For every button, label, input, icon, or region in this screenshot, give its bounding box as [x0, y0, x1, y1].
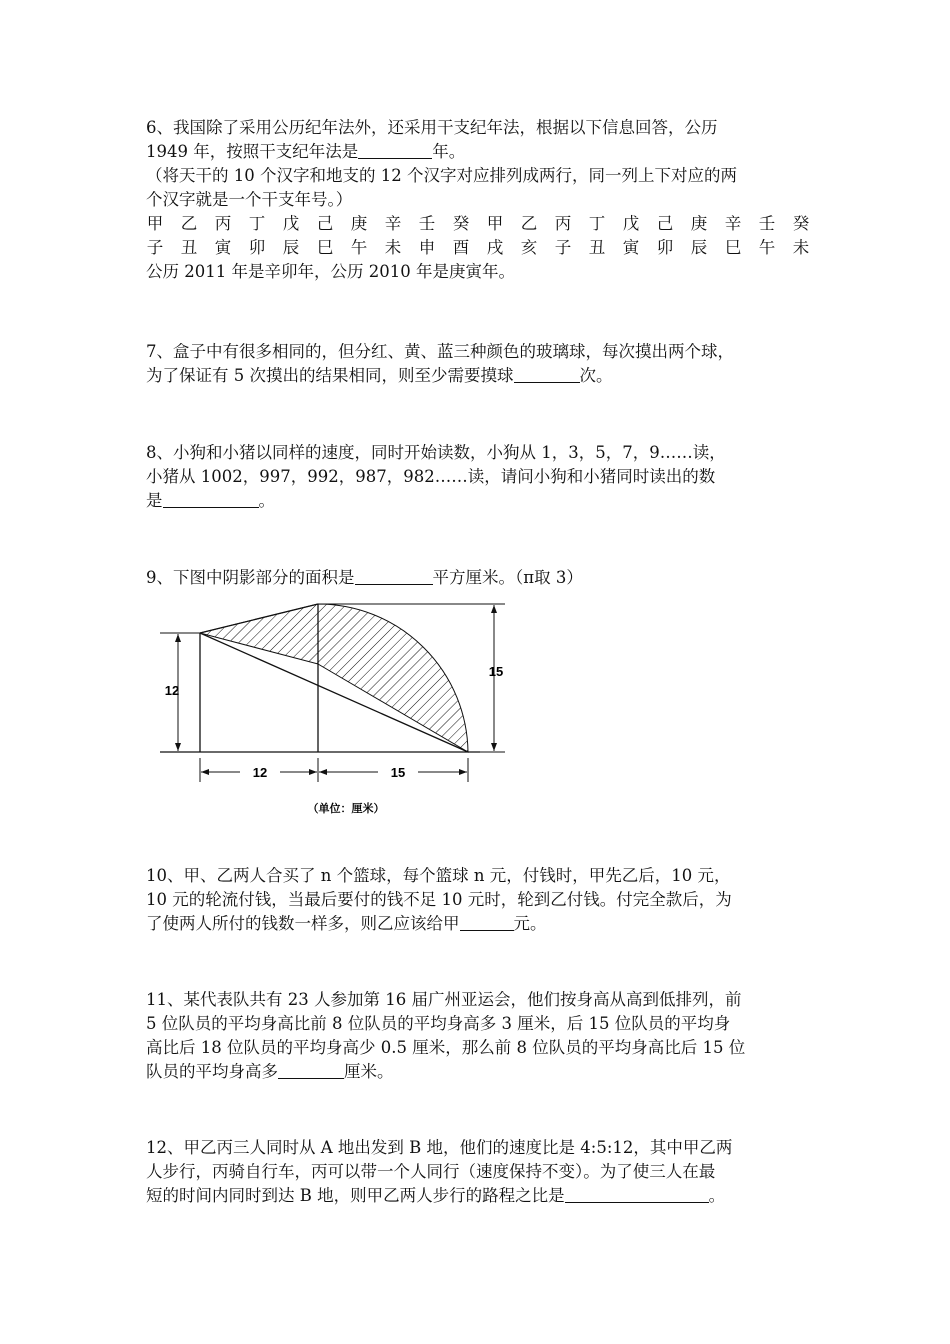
tiangan-char: 己 — [316, 214, 334, 233]
arrowhead — [175, 743, 181, 751]
tiangan-char: 乙 — [180, 214, 198, 233]
q12-line3-suffix: 。 — [708, 1186, 726, 1205]
dimension-label-bottom-right: 15 — [390, 765, 406, 780]
q10-line3 — [146, 912, 810, 936]
dizhi-char: 亥 — [520, 238, 538, 257]
tiangan-char: 戊 — [282, 214, 300, 233]
q6-line2-text: 1949 年，按照干支纪年法是 — [146, 142, 359, 161]
tiangan-char: 己 — [656, 214, 674, 233]
question-12 — [146, 1136, 810, 1208]
dizhi-char: 戌 — [486, 238, 504, 257]
unit-label: （单位：厘米） — [307, 803, 385, 815]
q12-line2: 人步行，丙骑自行车，丙可以带一个人同行（速度保持不变）。为了使三人在最 — [146, 1162, 716, 1181]
q8-line3-suffix: 。 — [258, 491, 275, 510]
shaded-triangle — [200, 604, 318, 664]
tiangan-char: 丙 — [214, 214, 232, 233]
dizhi-char: 午 — [350, 238, 368, 257]
dizhi-char: 辰 — [282, 238, 300, 257]
tiangan-char: 丁 — [588, 214, 606, 233]
dizhi-char: 子 — [554, 238, 572, 257]
shaded-quarter-circle-region — [318, 604, 468, 752]
tiangan-char: 甲 — [146, 214, 164, 233]
tiangan-char: 戊 — [622, 214, 640, 233]
arrowhead — [201, 769, 209, 775]
answer-blank-q12[interactable] — [565, 1184, 709, 1203]
dizhi-char: 申 — [418, 238, 436, 257]
q11-line1: 11、某代表队共有 23 人参加第 16 届广州亚运会，他们按身高从高到低排列，前 — [146, 990, 742, 1009]
q12-line3 — [146, 1184, 810, 1208]
dizhi-char: 午 — [758, 238, 776, 257]
dizhi-char: 丑 — [588, 238, 606, 257]
tiangan-char: 壬 — [758, 214, 776, 233]
q8-line3-text: 是 — [146, 491, 163, 510]
arrowhead — [319, 769, 327, 775]
arrowhead — [309, 769, 317, 775]
dizhi-char: 巳 — [724, 238, 742, 257]
dizhi-char: 辰 — [690, 238, 708, 257]
q11-line4-suffix: 厘米。 — [344, 1062, 394, 1081]
arrowhead — [175, 634, 181, 642]
q11-line4-text: 队员的平均身高多 — [146, 1062, 278, 1081]
q11-line2: 5 位队员的平均身高比前 8 位队员的平均身高多 3 厘米，后 15 位队员的平均身 — [146, 1014, 731, 1033]
dizhi-char: 寅 — [622, 238, 640, 257]
dizhi-char: 丑 — [180, 238, 198, 257]
q8-line1: 8、小狗和小猪以同样的速度，同时开始读数，小狗从 1，3，5，7，9……读， — [146, 443, 726, 462]
question-11 — [146, 988, 810, 1084]
tiangan-char: 丁 — [248, 214, 266, 233]
tiangan-char: 乙 — [520, 214, 538, 233]
q11-line4 — [146, 1060, 810, 1084]
dimension-label-bottom-left: 12 — [252, 765, 268, 780]
q11-line3: 高比后 18 位队员的平均身高少 0.5 厘米，那么前 8 位队员的平均身高比后 15 位 — [146, 1038, 746, 1057]
q6-fact: 公历 2011 年是辛卯年，公历 2010 年是庚寅年。 — [146, 262, 515, 281]
dizhi-char: 寅 — [214, 238, 232, 257]
q7-line1: 7、盒子中有很多相同的，但分红、黄、蓝三种颜色的玻璃球，每次摸出两个球， — [146, 342, 734, 361]
dizhi-char: 未 — [792, 238, 810, 257]
tiangan-char: 壬 — [418, 214, 436, 233]
q8-line2: 小猪从 1002，997，992，987，982……读，请问小狗和小猪同时读出的数 — [146, 467, 716, 486]
q10-line1: 10、甲、乙两人合买了 n 个篮球，每个篮球 n 元，付钱时，甲先乙后，10 元， — [146, 866, 731, 885]
dizhi-char: 卯 — [656, 238, 674, 257]
q6-line1: 6、我国除了采用公历纪年法外，还采用干支纪年法，根据以下信息回答，公历 — [146, 118, 718, 137]
answer-blank-q11[interactable] — [278, 1060, 344, 1079]
dizhi-char: 酉 — [452, 238, 470, 257]
tiangan-char: 癸 — [452, 214, 470, 233]
q7-line2-suffix: 次。 — [579, 366, 613, 385]
tiangan-char: 癸 — [792, 214, 810, 233]
arrowhead — [491, 605, 497, 613]
q7-line2-text: 为了保证有 5 次摸出的结果相同，则至少需要摸球 — [146, 366, 514, 385]
q6-note-line1: （将天干的 10 个汉字和地支的 12 个汉字对应排列成两行，同一列上下对应的两 — [146, 166, 737, 185]
tiangan-char: 辛 — [724, 214, 742, 233]
tiangan-char: 甲 — [486, 214, 504, 233]
q9-line1-text: 9、下图中阴影部分的面积是 — [146, 568, 355, 587]
dizhi-char: 子 — [146, 238, 164, 257]
q9-line1-suffix: 平方厘米。（π取 3） — [432, 568, 583, 587]
tiangan-char: 庚 — [350, 214, 368, 233]
tiangan-char: 辛 — [384, 214, 402, 233]
q12-line3-text: 短的时间内同时到达 B 地，则甲乙两人步行的路程之比是 — [146, 1186, 565, 1205]
q10-line3-text: 了使两人所付的钱数一样多，则乙应该给甲 — [146, 914, 460, 933]
dizhi-char: 未 — [384, 238, 402, 257]
dimension-label-left: 12 — [164, 683, 180, 698]
q6-note-line2: 个汉字就是一个干支年号。） — [146, 190, 353, 209]
q12-line1: 12、甲乙丙三人同时从 A 地出发到 B 地，他们的速度比是 4:5:12，其中甲乙两 — [146, 1138, 733, 1157]
q10-line3-suffix: 元。 — [513, 914, 547, 933]
dimension-label-right: 15 — [488, 664, 504, 679]
question-10 — [146, 864, 810, 936]
answer-blank-q10[interactable] — [460, 912, 514, 931]
dizhi-char: 巳 — [316, 238, 334, 257]
q10-line2: 10 元的轮流付钱，当最后要付的钱不足 10 元时，轮到乙付钱。付完全款后，为 — [146, 890, 732, 909]
tiangan-char: 丙 — [554, 214, 572, 233]
dizhi-char: 卯 — [248, 238, 266, 257]
tiangan-char: 庚 — [690, 214, 708, 233]
arrowhead — [459, 769, 467, 775]
q6-line2-suffix: 年。 — [432, 142, 466, 161]
arrowhead — [491, 743, 497, 751]
